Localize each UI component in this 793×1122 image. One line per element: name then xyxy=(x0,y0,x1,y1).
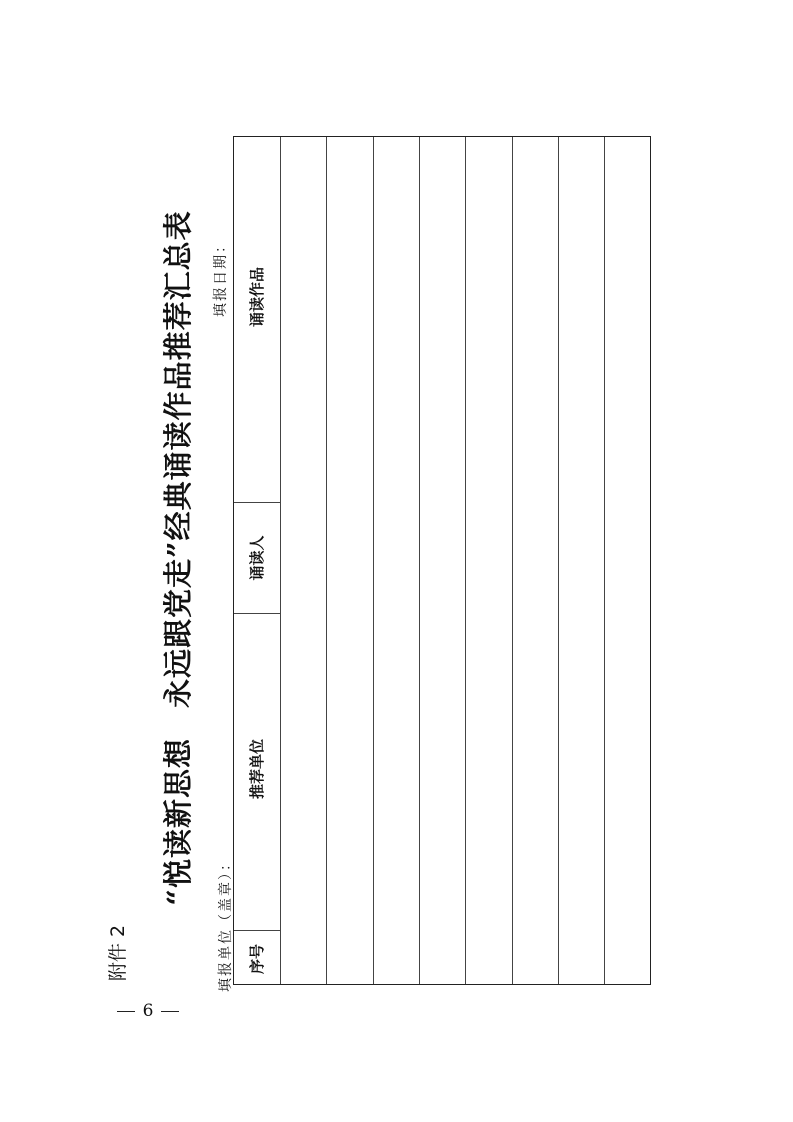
row-divider xyxy=(280,137,281,984)
fill-unit-label: 填报单位（盖章）： xyxy=(218,855,234,992)
header-serial-label: 序号 xyxy=(248,944,266,975)
fill-date-label: 填报日期： xyxy=(213,237,229,317)
row-divider xyxy=(558,137,559,984)
dash-right xyxy=(161,1011,179,1012)
dash-left xyxy=(117,1011,135,1012)
row-divider xyxy=(512,137,513,984)
header-unit-label: 推荐单位 xyxy=(248,739,266,800)
row-divider xyxy=(419,137,420,984)
header-work-label: 诵读作品 xyxy=(248,267,266,328)
header-reader xyxy=(234,502,280,613)
document-title: “悦读新思想 永远跟党走”经典诵读作品推荐汇总表 xyxy=(161,210,195,906)
header-work xyxy=(234,137,280,502)
attachment-label: 附件 2 xyxy=(107,924,129,982)
row-divider xyxy=(326,137,327,984)
row-divider xyxy=(604,137,605,984)
header-unit xyxy=(234,613,280,930)
page-number-text: 6 xyxy=(142,1001,154,1021)
header-serial xyxy=(234,930,280,986)
row-divider xyxy=(373,137,374,984)
summary-table xyxy=(233,136,651,985)
page-number xyxy=(108,1000,188,1022)
row-divider xyxy=(465,137,466,984)
header-reader-label: 诵读人 xyxy=(248,535,266,581)
